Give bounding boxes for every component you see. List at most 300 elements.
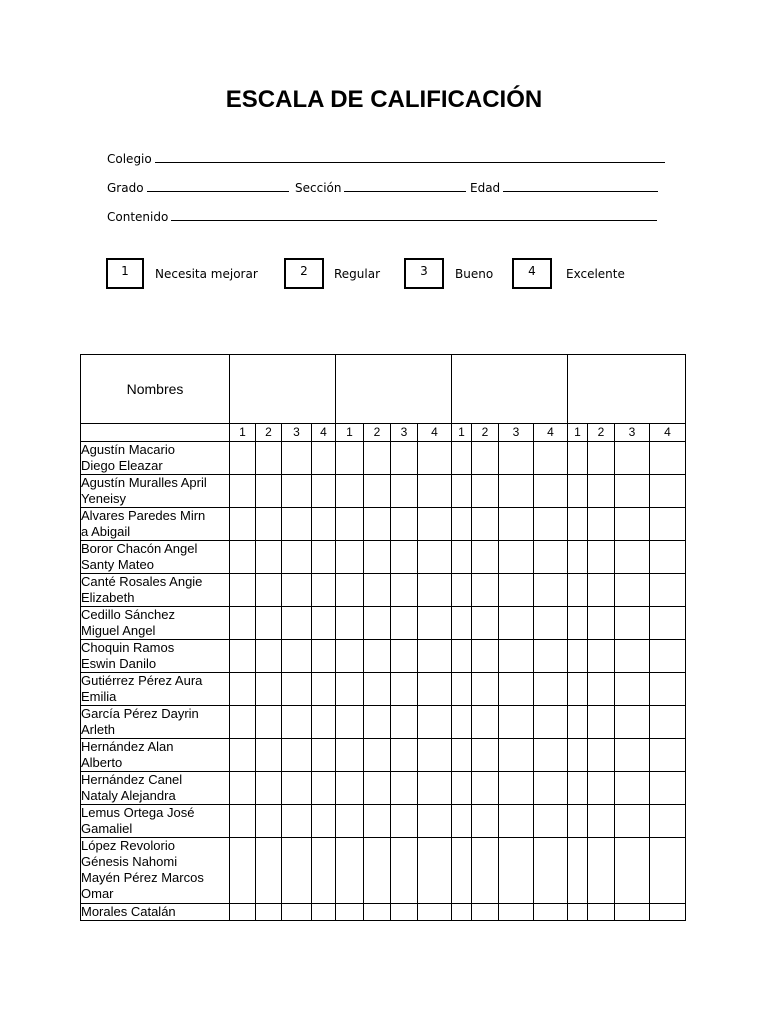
score-cell[interactable] — [568, 508, 588, 541]
score-cell[interactable] — [499, 706, 534, 739]
edad-field — [470, 180, 658, 195]
score-cell[interactable] — [312, 706, 336, 739]
score-cell[interactable] — [499, 772, 534, 805]
score-cell[interactable] — [256, 904, 282, 921]
score-cell[interactable] — [650, 739, 686, 772]
score-cell[interactable] — [588, 739, 615, 772]
score-cell[interactable] — [364, 607, 391, 640]
table-row — [81, 805, 686, 838]
score-cell[interactable] — [312, 508, 336, 541]
score-cell[interactable] — [364, 805, 391, 838]
score-cell[interactable] — [336, 442, 364, 475]
score-cell[interactable] — [452, 805, 472, 838]
score-cell[interactable] — [312, 442, 336, 475]
table-row — [81, 475, 686, 508]
score-cell[interactable] — [364, 508, 391, 541]
score-cell[interactable] — [282, 706, 312, 739]
student-name-line: Hernández Canel — [81, 772, 183, 787]
table-row — [81, 574, 686, 607]
score-cell[interactable] — [391, 607, 418, 640]
score-cell[interactable] — [336, 772, 364, 805]
score-cell[interactable] — [282, 541, 312, 574]
table-row — [81, 640, 686, 673]
score-cell[interactable] — [650, 838, 686, 904]
page-title: ESCALA DE CALIFICACIÓN — [225, 86, 543, 113]
student-name-cell — [81, 805, 230, 838]
score-cell[interactable] — [418, 508, 452, 541]
score-cell[interactable] — [472, 475, 499, 508]
score-cell[interactable] — [312, 904, 336, 921]
score-cell[interactable] — [282, 904, 312, 921]
score-cell[interactable] — [418, 574, 452, 607]
score-cell[interactable] — [312, 607, 336, 640]
score-cell[interactable] — [391, 838, 418, 904]
score-cell[interactable] — [568, 772, 588, 805]
score-cell[interactable] — [282, 739, 312, 772]
student-name-cell — [81, 508, 230, 541]
score-cell[interactable] — [472, 838, 499, 904]
score-cell[interactable] — [230, 673, 256, 706]
score-cell[interactable] — [472, 706, 499, 739]
score-cell[interactable] — [472, 607, 499, 640]
score-cell[interactable] — [282, 805, 312, 838]
score-cell[interactable] — [230, 475, 256, 508]
score-cell[interactable] — [452, 508, 472, 541]
header-row — [81, 355, 686, 424]
score-cell[interactable] — [364, 442, 391, 475]
score-cell[interactable] — [499, 607, 534, 640]
score-cell[interactable] — [588, 442, 615, 475]
score-cell[interactable] — [568, 607, 588, 640]
score-cell[interactable] — [336, 640, 364, 673]
score-cell[interactable] — [256, 739, 282, 772]
score-cell[interactable] — [650, 442, 686, 475]
score-cell[interactable] — [391, 640, 418, 673]
score-cell[interactable] — [282, 838, 312, 904]
score-cell[interactable] — [568, 442, 588, 475]
score-cell[interactable] — [418, 904, 452, 921]
score-cell[interactable] — [230, 442, 256, 475]
score-cell[interactable] — [472, 508, 499, 541]
grado-field — [107, 180, 289, 195]
student-name-line: Yeneisy — [81, 491, 127, 506]
contenido-field — [107, 209, 657, 224]
score-cell[interactable] — [336, 508, 364, 541]
score-cell[interactable] — [534, 772, 568, 805]
score-cell[interactable] — [615, 739, 650, 772]
score-cell[interactable] — [472, 442, 499, 475]
score-cell[interactable] — [650, 607, 686, 640]
score-cell[interactable] — [588, 574, 615, 607]
score-label: 2 — [472, 424, 499, 442]
student-name-line: Canté Rosales Angie — [81, 574, 203, 589]
score-cell[interactable] — [650, 508, 686, 541]
score-cell[interactable] — [615, 772, 650, 805]
score-cell[interactable] — [650, 805, 686, 838]
score-cell[interactable] — [499, 805, 534, 838]
student-name-cell — [81, 739, 230, 772]
score-cell[interactable] — [312, 541, 336, 574]
score-cell[interactable] — [364, 838, 391, 904]
score-cell[interactable] — [472, 673, 499, 706]
student-name-line: Lemus Ortega José — [81, 805, 195, 820]
score-cell[interactable] — [282, 574, 312, 607]
score-cell[interactable] — [336, 673, 364, 706]
table-row — [81, 508, 686, 541]
score-cell[interactable] — [452, 541, 472, 574]
score-cell[interactable] — [568, 838, 588, 904]
score-cell[interactable] — [418, 442, 452, 475]
score-cell[interactable] — [499, 442, 534, 475]
seccion-field — [295, 180, 466, 195]
score-cell[interactable] — [588, 838, 615, 904]
score-cell[interactable] — [336, 739, 364, 772]
scale-label-3: Bueno — [455, 267, 494, 281]
empty-cell — [81, 424, 230, 442]
score-cell[interactable] — [615, 706, 650, 739]
score-cell[interactable] — [364, 640, 391, 673]
score-cell[interactable] — [364, 904, 391, 921]
student-name-line: Agustín Macario — [81, 442, 175, 457]
score-cell[interactable] — [391, 739, 418, 772]
score-cell[interactable] — [230, 739, 256, 772]
score-cell[interactable] — [472, 805, 499, 838]
score-cell[interactable] — [650, 475, 686, 508]
student-name-line: Agustín Muralles April — [81, 475, 207, 490]
score-label: 1 — [336, 424, 364, 442]
score-cell[interactable] — [364, 739, 391, 772]
score-cell[interactable] — [230, 508, 256, 541]
score-cell[interactable] — [391, 541, 418, 574]
score-cell[interactable] — [312, 673, 336, 706]
score-cell[interactable] — [336, 904, 364, 921]
score-cell[interactable] — [336, 541, 364, 574]
score-cell[interactable] — [534, 640, 568, 673]
student-name-line: López Revolorio — [81, 838, 175, 853]
score-cell[interactable] — [256, 673, 282, 706]
score-cell[interactable] — [364, 574, 391, 607]
score-cell[interactable] — [588, 904, 615, 921]
score-cell[interactable] — [391, 772, 418, 805]
score-cell[interactable] — [568, 739, 588, 772]
score-cell[interactable] — [452, 904, 472, 921]
score-cell[interactable] — [336, 805, 364, 838]
score-cell[interactable] — [568, 475, 588, 508]
score-cell[interactable] — [588, 607, 615, 640]
score-cell[interactable] — [472, 640, 499, 673]
colegio-line[interactable] — [155, 151, 665, 163]
grado-line[interactable] — [147, 180, 289, 192]
score-cell[interactable] — [499, 508, 534, 541]
score-cell[interactable] — [588, 541, 615, 574]
table-row — [81, 904, 686, 921]
score-cell[interactable] — [499, 838, 534, 904]
score-cell[interactable] — [391, 475, 418, 508]
score-cell[interactable] — [650, 706, 686, 739]
score-cell[interactable] — [418, 673, 452, 706]
score-cell[interactable] — [588, 805, 615, 838]
table-row — [81, 607, 686, 640]
score-cell[interactable] — [256, 640, 282, 673]
score-cell[interactable] — [391, 673, 418, 706]
student-name-line: Miguel Angel — [81, 623, 156, 638]
score-cell[interactable] — [282, 640, 312, 673]
score-cell[interactable] — [391, 508, 418, 541]
score-cell[interactable] — [230, 574, 256, 607]
student-name-line: a Abigail — [81, 524, 131, 539]
criterion-header-cell[interactable] — [336, 355, 452, 424]
student-name-line: Nataly Alejandra — [81, 788, 176, 803]
student-name-cell — [81, 475, 230, 508]
score-cell[interactable] — [534, 508, 568, 541]
score-cell[interactable] — [588, 640, 615, 673]
score-cell[interactable] — [534, 673, 568, 706]
score-cell[interactable] — [282, 475, 312, 508]
score-cell[interactable] — [499, 640, 534, 673]
score-cell[interactable] — [534, 904, 568, 921]
score-cell[interactable] — [230, 838, 256, 904]
score-cell[interactable] — [312, 838, 336, 904]
score-cell[interactable] — [452, 640, 472, 673]
score-cell[interactable] — [364, 673, 391, 706]
student-name-cell — [81, 541, 230, 574]
score-cell[interactable] — [256, 508, 282, 541]
score-cell[interactable] — [312, 772, 336, 805]
score-cell[interactable] — [282, 607, 312, 640]
score-cell[interactable] — [364, 541, 391, 574]
score-label: 2 — [256, 424, 282, 442]
score-cell[interactable] — [588, 508, 615, 541]
score-cell[interactable] — [282, 508, 312, 541]
score-cell[interactable] — [499, 574, 534, 607]
score-cell[interactable] — [472, 772, 499, 805]
score-cell[interactable] — [534, 574, 568, 607]
score-cell[interactable] — [615, 904, 650, 921]
score-cell[interactable] — [499, 904, 534, 921]
student-name-cell — [81, 904, 230, 921]
score-cell[interactable] — [472, 904, 499, 921]
score-cell[interactable] — [452, 838, 472, 904]
student-name-line: Alvares Paredes Mirn — [81, 508, 206, 523]
score-cell[interactable] — [615, 442, 650, 475]
score-cell[interactable] — [452, 475, 472, 508]
table-row — [81, 706, 686, 739]
nombres-header: Nombres — [81, 355, 230, 424]
score-cell[interactable] — [418, 838, 452, 904]
score-cell[interactable] — [391, 442, 418, 475]
score-cell[interactable] — [282, 772, 312, 805]
score-label: 2 — [364, 424, 391, 442]
score-cell[interactable] — [282, 673, 312, 706]
score-cell[interactable] — [364, 706, 391, 739]
score-cell[interactable] — [568, 673, 588, 706]
score-cell[interactable] — [534, 442, 568, 475]
score-label: 1 — [452, 424, 472, 442]
score-cell[interactable] — [650, 904, 686, 921]
score-cell[interactable] — [282, 442, 312, 475]
score-cell[interactable] — [312, 640, 336, 673]
score-cell[interactable] — [452, 739, 472, 772]
score-cell[interactable] — [391, 706, 418, 739]
score-cell[interactable] — [336, 475, 364, 508]
score-cell[interactable] — [650, 772, 686, 805]
score-cell[interactable] — [418, 805, 452, 838]
score-cell[interactable] — [588, 706, 615, 739]
score-cell[interactable] — [230, 541, 256, 574]
score-cell[interactable] — [615, 838, 650, 904]
score-cell[interactable] — [312, 805, 336, 838]
score-label: 3 — [391, 424, 418, 442]
score-cell[interactable] — [336, 607, 364, 640]
score-cell[interactable] — [418, 706, 452, 739]
score-cell[interactable] — [336, 838, 364, 904]
contenido-label: Contenido — [107, 210, 169, 224]
score-cell[interactable] — [650, 640, 686, 673]
score-cell[interactable] — [472, 541, 499, 574]
score-cell[interactable] — [615, 607, 650, 640]
grading-table — [80, 354, 686, 921]
score-cell[interactable] — [230, 640, 256, 673]
score-cell[interactable] — [452, 673, 472, 706]
scale-box-1: 1 — [106, 258, 144, 289]
score-cell[interactable] — [418, 739, 452, 772]
score-cell[interactable] — [472, 574, 499, 607]
student-name-line: Choquin Ramos — [81, 640, 175, 655]
score-cell[interactable] — [499, 541, 534, 574]
edad-line[interactable] — [503, 180, 658, 192]
edad-label: Edad — [470, 181, 501, 195]
score-cell[interactable] — [418, 772, 452, 805]
score-cell[interactable] — [256, 805, 282, 838]
scale-box-2: 2 — [284, 258, 324, 289]
student-name-cell — [81, 838, 230, 904]
score-label: 3 — [499, 424, 534, 442]
score-cell[interactable] — [256, 772, 282, 805]
score-label: 4 — [312, 424, 336, 442]
score-cell[interactable] — [452, 442, 472, 475]
score-cell[interactable] — [230, 607, 256, 640]
score-cell[interactable] — [615, 673, 650, 706]
student-name-line: Gamaliel — [81, 821, 133, 836]
score-cell[interactable] — [452, 607, 472, 640]
student-name-cell — [81, 607, 230, 640]
score-cell[interactable] — [615, 475, 650, 508]
score-cell[interactable] — [588, 475, 615, 508]
score-cell[interactable] — [312, 574, 336, 607]
score-cell[interactable] — [499, 475, 534, 508]
score-cell[interactable] — [615, 541, 650, 574]
score-cell[interactable] — [230, 706, 256, 739]
score-cell[interactable] — [256, 574, 282, 607]
score-cell[interactable] — [650, 541, 686, 574]
score-cell[interactable] — [650, 574, 686, 607]
score-cell[interactable] — [534, 805, 568, 838]
score-cell[interactable] — [568, 640, 588, 673]
score-label: 4 — [650, 424, 686, 442]
score-cell[interactable] — [391, 805, 418, 838]
score-label: 4 — [418, 424, 452, 442]
score-cell[interactable] — [256, 838, 282, 904]
score-cell[interactable] — [391, 574, 418, 607]
score-cell[interactable] — [568, 904, 588, 921]
score-cell[interactable] — [256, 541, 282, 574]
student-name-line: Elizabeth — [81, 590, 135, 605]
score-cell[interactable] — [568, 706, 588, 739]
student-name-line: Mayén Pérez Marcos — [81, 870, 204, 885]
score-cell[interactable] — [615, 574, 650, 607]
table-row — [81, 673, 686, 706]
student-name-cell — [81, 640, 230, 673]
score-cell[interactable] — [499, 739, 534, 772]
score-label: 4 — [534, 424, 568, 442]
score-cell[interactable] — [256, 706, 282, 739]
score-cell[interactable] — [256, 442, 282, 475]
score-cell[interactable] — [650, 673, 686, 706]
colegio-field — [107, 151, 665, 166]
criterion-header-cell[interactable] — [452, 355, 568, 424]
score-cell[interactable] — [336, 574, 364, 607]
score-cell[interactable] — [534, 541, 568, 574]
score-cell[interactable] — [364, 475, 391, 508]
score-cell[interactable] — [312, 739, 336, 772]
score-cell[interactable] — [615, 640, 650, 673]
score-cell[interactable] — [534, 838, 568, 904]
score-cell[interactable] — [568, 541, 588, 574]
score-cell[interactable] — [418, 640, 452, 673]
score-cell[interactable] — [615, 508, 650, 541]
scale-box-4: 4 — [512, 258, 552, 289]
criterion-header-cell[interactable] — [230, 355, 336, 424]
score-cell[interactable] — [588, 673, 615, 706]
score-cell[interactable] — [230, 805, 256, 838]
score-cell[interactable] — [568, 574, 588, 607]
score-cell[interactable] — [615, 805, 650, 838]
table-row — [81, 772, 686, 805]
score-cell[interactable] — [418, 607, 452, 640]
score-cell[interactable] — [418, 475, 452, 508]
table-row — [81, 442, 686, 475]
score-cell[interactable] — [364, 772, 391, 805]
score-cell[interactable] — [452, 706, 472, 739]
score-cell[interactable] — [256, 607, 282, 640]
score-cell[interactable] — [312, 475, 336, 508]
score-label: 3 — [615, 424, 650, 442]
score-cell[interactable] — [336, 706, 364, 739]
score-cell[interactable] — [452, 772, 472, 805]
score-cell[interactable] — [391, 904, 418, 921]
contenido-line[interactable] — [171, 209, 657, 221]
score-cell[interactable] — [256, 475, 282, 508]
score-cell[interactable] — [452, 574, 472, 607]
score-label-row — [81, 424, 686, 442]
score-cell[interactable] — [534, 607, 568, 640]
student-name-line: Eswin Danilo — [81, 656, 157, 671]
score-cell[interactable] — [588, 772, 615, 805]
score-cell[interactable] — [230, 772, 256, 805]
score-cell[interactable] — [534, 739, 568, 772]
scale-label-1: Necesita mejorar — [155, 267, 258, 281]
score-cell[interactable] — [568, 805, 588, 838]
score-cell[interactable] — [230, 904, 256, 921]
score-cell[interactable] — [472, 739, 499, 772]
score-cell[interactable] — [534, 706, 568, 739]
score-cell[interactable] — [418, 541, 452, 574]
criterion-header-cell[interactable] — [568, 355, 686, 424]
seccion-label: Sección — [295, 181, 342, 195]
score-cell[interactable] — [499, 673, 534, 706]
seccion-line[interactable] — [344, 180, 466, 192]
score-cell[interactable] — [534, 475, 568, 508]
